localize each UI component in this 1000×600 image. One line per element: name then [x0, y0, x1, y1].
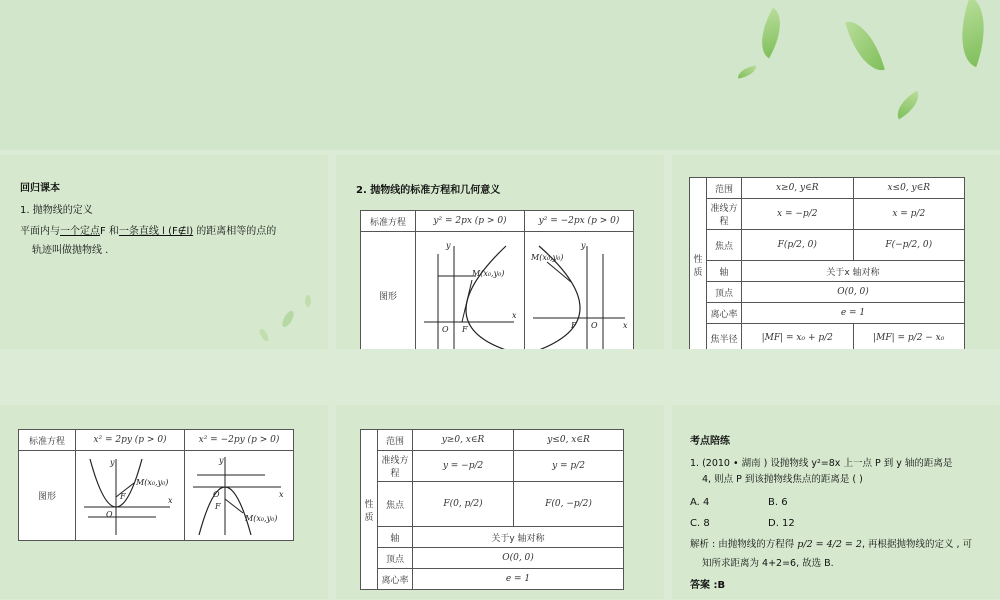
cell: |MF| = p/2 − x₀ — [853, 324, 965, 350]
row-label: 准线方程 — [378, 451, 413, 482]
cell: O(0, 0) — [413, 548, 624, 569]
header-label: 标准方程 — [361, 211, 416, 232]
leaf-decoration — [845, 16, 885, 77]
slide-title: 2. 抛物线的标准方程和几何意义 — [356, 185, 501, 196]
focus-label: F — [215, 502, 221, 511]
cell: x = p/2 — [853, 199, 965, 230]
row-label: 焦点 — [707, 230, 742, 261]
heading: 考点陪练 — [690, 436, 730, 447]
text-underlined: l (F∉l) — [158, 226, 194, 237]
option-c: C. 8 — [690, 518, 710, 529]
group-label: 性质 — [361, 430, 378, 590]
row-label: 顶点 — [378, 548, 413, 569]
equation-1: y² = 2px (p > 0) — [416, 211, 525, 232]
row-label: 准线方程 — [707, 199, 742, 230]
option-d: D. 12 — [768, 518, 795, 529]
text: 解析 : 由抛物线的方程得 — [690, 539, 795, 550]
origin-label: O — [106, 510, 113, 519]
solution-line-2: 知所求距离为 4+2=6, 故选 B. — [702, 558, 834, 569]
cell: F(p/2, 0) — [742, 230, 854, 261]
definition-line-2: 轨迹叫做抛物线 . — [32, 245, 109, 256]
properties-table — [360, 429, 624, 590]
y-axis-label: y — [581, 241, 586, 250]
group-label: 性质 — [690, 178, 707, 350]
row-label: 图形 — [361, 232, 416, 350]
row-label: 离心率 — [378, 569, 413, 590]
focus-label: F — [571, 321, 577, 330]
text: F 和 — [100, 226, 119, 237]
cell: x = −p/2 — [742, 199, 854, 230]
cell: 关于x 轴对称 — [742, 261, 965, 282]
parabola-graph-left — [525, 232, 633, 349]
definition-line-1 — [20, 225, 276, 239]
header-label: 标准方程 — [19, 430, 76, 451]
slide-thumbnail-2[interactable] — [336, 155, 664, 349]
cell: 关于y 轴对称 — [413, 527, 624, 548]
row-label: 焦点 — [378, 482, 413, 527]
x-axis-label: x — [512, 311, 517, 320]
x-axis-label: x — [623, 321, 628, 330]
text: 平面内与 — [20, 226, 60, 237]
question-line-1: 1. (2010 • 湖南 ) 设抛物线 y²=8x 上一点 P 到 y 轴的距离是 — [690, 458, 953, 469]
text: , 再根据抛物线的定义 , 可 — [861, 539, 973, 550]
properties-table — [689, 177, 965, 349]
leaf-decoration — [750, 8, 792, 59]
origin-label: O — [442, 325, 449, 334]
focus-label: F — [462, 325, 468, 334]
text-underlined: 一条直线 — [118, 226, 159, 237]
cell: |MF| = x₀ + p/2 — [742, 324, 854, 350]
text: 的距离相等的点的 — [193, 226, 277, 237]
cell: y≥0, x∈R — [413, 430, 514, 451]
equation-2: y² = −2px (p > 0) — [525, 211, 634, 232]
focus-label: F — [120, 492, 126, 501]
y-axis-label: y — [110, 458, 115, 467]
cell: x≤0, y∈R — [853, 178, 965, 199]
x-axis-label: x — [168, 496, 173, 505]
x-axis-label: x — [279, 490, 284, 499]
equation-2: x² = −2py (p > 0) — [185, 430, 294, 451]
leaf-decoration — [891, 91, 925, 120]
answer: 答案 :B — [690, 580, 726, 591]
option-b: B. 6 — [768, 497, 788, 508]
equation-table — [360, 210, 634, 349]
point-label: M(x₀,y₀) — [531, 253, 564, 262]
item-title: 1. 抛物线的定义 — [20, 205, 93, 216]
cell: e = 1 — [413, 569, 624, 590]
graph-cell-2 — [185, 451, 294, 541]
row-label: 轴 — [707, 261, 742, 282]
row-label: 轴 — [378, 527, 413, 548]
cell: F(−p/2, 0) — [853, 230, 965, 261]
cell: F(0, p/2) — [413, 482, 514, 527]
cell: F(0, −p/2) — [514, 482, 624, 527]
cell: y = p/2 — [514, 451, 624, 482]
option-a: A. 4 — [690, 497, 710, 508]
text-underlined: 一个定点 — [60, 226, 100, 237]
solution-math: p/2 = 4/2 = 2 — [797, 539, 862, 550]
row-label: 图形 — [19, 451, 76, 541]
row-label: 顶点 — [707, 282, 742, 303]
cell: y≤0, x∈R — [514, 430, 624, 451]
y-axis-label: y — [219, 456, 224, 465]
cell: O(0, 0) — [742, 282, 965, 303]
cell: y = −p/2 — [413, 451, 514, 482]
equation-table — [18, 429, 294, 541]
leaf-decoration — [736, 65, 757, 78]
heading: 回归课本 — [20, 183, 60, 194]
slide-thumbnail-5[interactable] — [336, 405, 664, 599]
cell: e = 1 — [742, 303, 965, 324]
graph-cell-1 — [416, 232, 525, 350]
graph-cell-2 — [525, 232, 634, 350]
solution-line-1 — [690, 538, 972, 552]
row-label: 离心率 — [707, 303, 742, 324]
graph-cell-1 — [76, 451, 185, 541]
cell: x≥0, y∈R — [742, 178, 854, 199]
y-axis-label: y — [446, 241, 451, 250]
slide-thumbnail-4[interactable] — [0, 405, 328, 599]
leaf-decoration — [948, 0, 998, 67]
point-label: M(x₀,y₀) — [472, 269, 505, 278]
question-line-2: 4, 则点 P 到该抛物线焦点的距离是 ( ) — [702, 474, 863, 485]
header-banner — [0, 0, 1000, 150]
row-label: 范围 — [378, 430, 413, 451]
point-label: M(x₀,y₀) — [245, 514, 278, 523]
origin-label: O — [591, 321, 598, 330]
parabola-graph-right — [416, 232, 524, 349]
parabola-graph-down — [185, 451, 293, 537]
point-label: M(x₀,y₀) — [136, 478, 169, 487]
equation-1: x² = 2py (p > 0) — [76, 430, 185, 451]
plant-decoration — [168, 279, 328, 349]
slide-thumbnail-3[interactable] — [672, 155, 1000, 349]
origin-label: O — [213, 490, 220, 499]
row-label: 焦半径 — [707, 324, 742, 350]
slide-thumbnail-6[interactable] — [672, 405, 1000, 599]
slide-thumbnail-1[interactable] — [0, 155, 328, 349]
parabola-graph-up — [76, 451, 184, 537]
row-label: 范围 — [707, 178, 742, 199]
